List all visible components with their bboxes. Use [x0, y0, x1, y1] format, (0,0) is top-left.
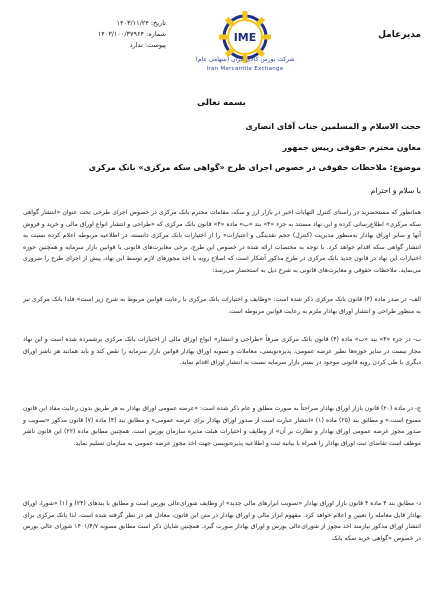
subject-line: موضوع: ملاحظات حقوقی در خصوص اجرای طرح «گواهی سکه مرکزی» بانک مرکزی — [88, 163, 421, 172]
company-name-en: Iran Mercantile Exchange — [206, 66, 284, 72]
paragraph-dal: د- مطابق بند ۴ ماده ۴ قانون بازار اوراق بهادار «تصویب ابزارهای مالی جدید» از وظایف شورای‌عالی بورس است و مطابق با بندهای (۲۴) و (۱) «شورا، اوراق بهادار قابل معامله را تعیین و اعلام خواهد کرد. مفهوم ابزار مالی و اوراق بهادار در متن این قانون، معادل هم در نظر گرفته شده است. لذا بانک مرکزی برای انتشار اوراق مذکور نیازمند اخذ مجوز از شورای‌عالی بورس و اوراق بهادار صورت گیرد. همچنین شایان ذکر است مطابق مصوبه ۱۴۰۱/۴/۷ شورای عالی بورس در خصوص «گواهی خرید سکه بانک — [23, 500, 422, 542]
basmala: بسمه تعالی — [197, 98, 246, 108]
number-line: شماره: ۱۴۰۳/۱۰۰/۳۷۹۶۴ — [97, 30, 166, 38]
paragraph-intro: همانطور که مستحضرید در راستای کنترل التهابات اخیر در بازار ارز و سکه، مقامات محترم بانک مرکزی در خصوص اجرای طرحی تحت عنوان «انتشار گواهی سکه مرکزی» اطلاع‌رسانی کرده و این نهاد مستند به جزء «۴» بند «ب» ماده «۴» قانون بانک مرکزی که «طراحی و انتشار انواع اوراق مالی و خرید و فروش آنها و سایر اوراق بهادار به‌منظور مدیریت (کنترل) حجم نقدینگی و اعتبارات» را از اختیارات بانک مرکزی دانسته، در اطلاعیه مربوطه اعلام کرده نسبت به انتشار گواهی سکه اقدام خواهد کرد. با توجه به مختصات ارائه شده در خصوص این طرح، برخی مغایرت‌های قانونی با قوانین بازار سرمایه و همچنین حوزه اختیارات این نهاد در قانون جدید بانک مرکزی در طرح مذکور آشکار است که اصلاح رویه یا اخذ مجوزهای لازم توسط این نهاد، پیش از اجرای طرح را ضروری می‌نماید. ملاحظات حقوقی و مغایرت‌های قانونی به شرح ذیل به استحضار می‌رسد: — [23, 209, 421, 274]
paragraph-alef: الف- در صدر ماده (۴) قانون بانک مرکزی ذکر شده است: «وظایف و اختیارات بانک مرکزی با رعایت قوانین مربوط به شرح زیر است» فلذا بانک مرکزی نیز به منظور طراحی و انتشار اوراق بهادار ملزم به رعایت قوانین مربوطه است. — [23, 296, 421, 315]
ime-logo-icon — [200, 10, 290, 86]
attachment-line: پیوست: ندارد — [129, 41, 166, 49]
addressee-role: معاون محترم حقوقی رییس جمهور — [282, 143, 421, 152]
company-name-fa: شرکت بورس کالای ایران (سهامی عام) — [195, 56, 295, 63]
addressee: حجت الاسلام و المسلمین جناب آقای انصاری — [245, 122, 421, 131]
paragraph-jim: ج- در ماده (۲۰) قانون بازار اوراق بهادار صراحتاً به صورت مطلق و عام ذکر شده است: «عرضه عمومی اوراق بهادار به هر طریق بدون رعایت مفاد این قانون ممنوع است.» و مطابق بند (۲۵) ماده (۱) «انتشار عبارت است از صدور اوراق بهادار برای عرضه عمومی» و مطابق بند (۴) ماده (۷) قانون مذکور «تصویب و صدور مجوز عرضه عمومی اوراق بهادار و نظارت بر آن» از وظایف و اختیارات هیئت مدیره سازمان بورس است. همچنین مطابق ماده (۲۲) این قانون ناشر موظف است تقاضای ثبت اوراق بهادار را همراه با بیانیه ثبت و اطلاعیه پذیره‌نویسی جهت اخذ مجوز عرضه عمومی به سازمان تسلیم نماید. — [23, 405, 422, 447]
logo-text: IME — [233, 31, 257, 44]
date-line: تاریخ: ۱۴۰۳/۱۱/۲۴ — [116, 19, 166, 27]
ceo-label: مدیرعامل — [378, 30, 421, 40]
paragraph-be: ب- در جزء «۴» بند «ب» ماده (۴) قانون بانک مرکزی صرفاً «طراحی و انتشار» انواع اوراق مالی از اختیارات بانک مرکزی برشمرده شده است و این نهاد مجاز نیست در سایر حوزه‌ها نظیر عرضه عمومی، پذیره‌نویسی، معاملات و تسویه اوراق بهادار قوانین بازار سرمایه را نقض کند و باید همانند هر ناشر اوراق دیگری با طی کردن رویه قانونی موجود در بستر بازار سرمایه نسبت به انتشار اوراق اقدام نماید. — [23, 336, 421, 367]
letter-meta — [56, 18, 166, 51]
greeting: با سلام و احترام — [370, 186, 421, 195]
